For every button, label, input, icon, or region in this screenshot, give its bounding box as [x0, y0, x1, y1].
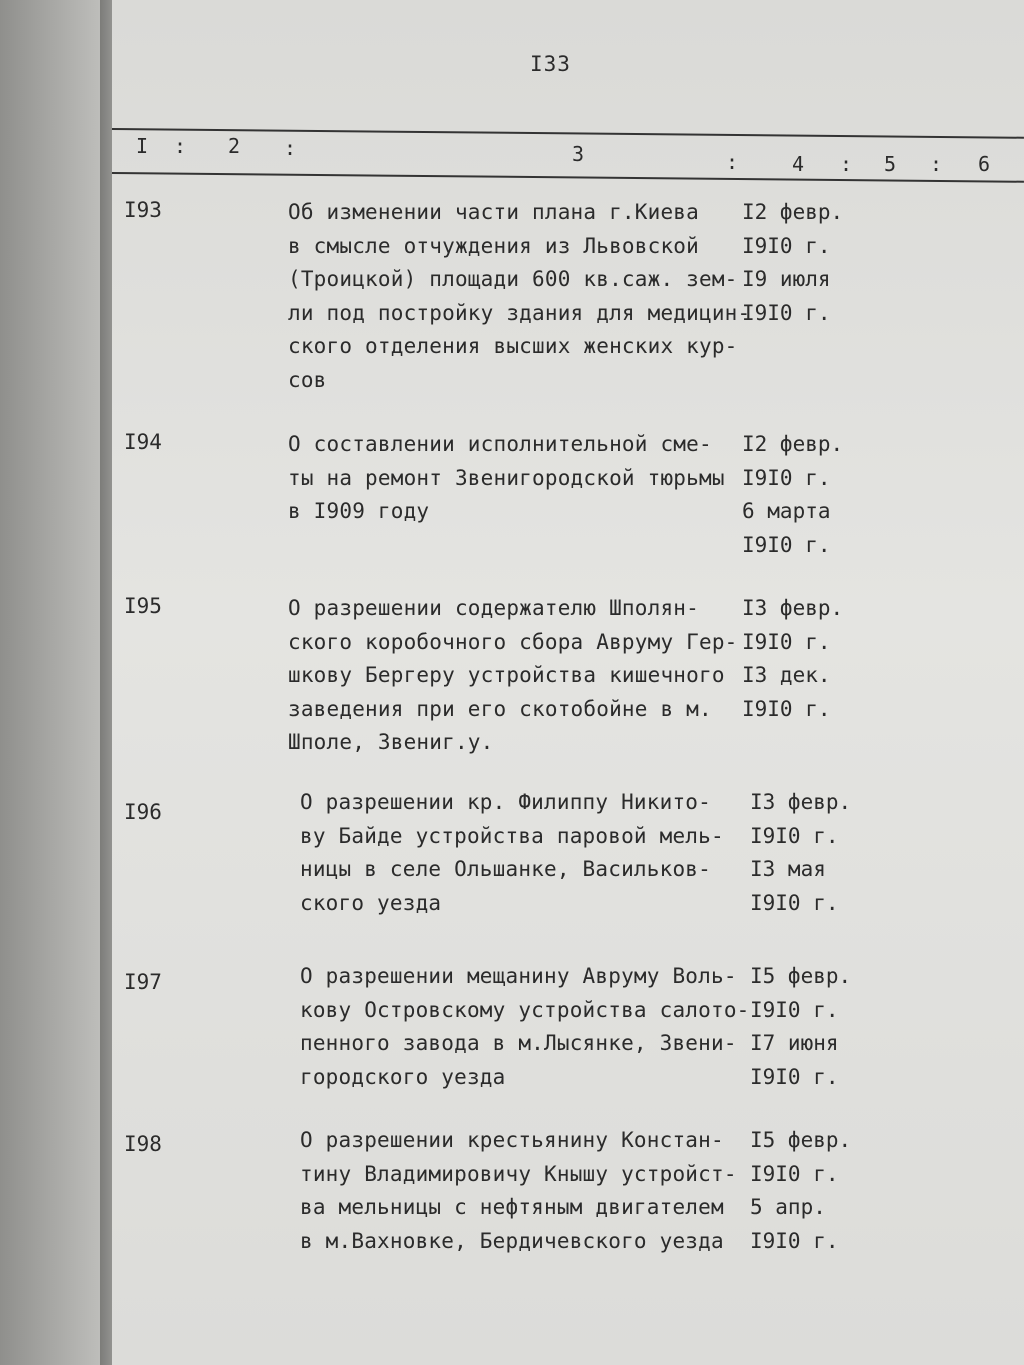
entry-date: I9I0 г. — [750, 890, 839, 915]
entry-date: I9I0 г. — [750, 997, 839, 1022]
entry-dates — [742, 196, 843, 330]
description-line: О разрешении кр. Филиппу Никито- — [300, 790, 711, 814]
entry-date: I2 февр. — [742, 432, 844, 456]
description-line: пенного завода в м.Лысянке, Звени- — [300, 1031, 737, 1056]
entry-date: I7 июня — [750, 1031, 839, 1056]
description-line: городского уезда — [300, 1064, 506, 1089]
entry-date: I9I0 г. — [742, 465, 831, 490]
column-separator: : — [840, 152, 853, 176]
column-label-2: 2 — [228, 134, 241, 158]
column-label-3: 3 — [572, 142, 585, 166]
entry-date: 6 марта — [742, 499, 831, 524]
description-line: Шполе, Звениг.у. — [288, 730, 494, 755]
entry-dates — [750, 1124, 851, 1258]
description-line: заведения при его скотобойне в м. — [288, 696, 712, 721]
description-line: ва мельницы с нефтяным двигателем — [300, 1195, 724, 1220]
entry-date: I3 дек. — [742, 663, 831, 688]
description-line: (Троицкой) площади 600 кв.саж. зем- — [288, 267, 738, 292]
entry-date: I9I0 г. — [742, 696, 831, 721]
entry-number: I96 — [124, 800, 162, 824]
entry-date: I9 июля — [742, 267, 831, 292]
description-line: в м.Вахновке, Бердичевского уезда — [300, 1228, 724, 1253]
entry-description — [288, 196, 750, 398]
entry-date: I3 мая — [750, 857, 826, 882]
entry-date: 5 апр. — [750, 1195, 826, 1220]
entry-date: I9I0 г. — [742, 233, 831, 258]
entry-description — [300, 786, 724, 920]
column-label-1: I — [136, 134, 149, 158]
description-line: ву Байде устройства паровой мель- — [300, 823, 724, 848]
document-page — [112, 0, 1024, 1365]
entry-date: I9I0 г. — [750, 823, 839, 848]
entry-dates — [742, 428, 843, 562]
entry-date: I5 февр. — [750, 964, 852, 988]
description-line: ницы в селе Ольшанке, Васильков- — [300, 857, 711, 882]
description-line: в смысле отчуждения из Львовской — [288, 233, 699, 258]
entry-number: I95 — [124, 594, 162, 618]
entry-number: I98 — [124, 1132, 162, 1156]
column-label-6: 6 — [978, 152, 991, 176]
entry-description — [288, 428, 725, 529]
entry-number: I94 — [124, 430, 162, 454]
entry-date: I9I0 г. — [750, 1228, 839, 1253]
column-separator: : — [174, 134, 187, 158]
entry-date: I5 февр. — [750, 1128, 852, 1152]
description-line: тину Владимировичу Кнышу устройст- — [300, 1161, 737, 1186]
description-line: ли под постройку здания для медицин- — [288, 300, 751, 325]
entry-date: I9I0 г. — [742, 629, 831, 654]
description-line: О разрешении содержателю Шполян- — [288, 596, 699, 620]
adjacent-page-edge — [0, 0, 110, 1365]
page-number: I33 — [530, 52, 571, 76]
description-line: в I909 году — [288, 499, 430, 524]
column-separator: : — [726, 150, 739, 174]
description-line: сов — [288, 367, 327, 392]
entry-date: I9I0 г. — [742, 300, 831, 325]
entry-dates — [750, 786, 851, 920]
entry-description — [288, 592, 738, 760]
entry-date: I9I0 г. — [742, 532, 831, 557]
entry-dates — [742, 592, 843, 726]
description-line: Об изменении части плана г.Киева — [288, 200, 699, 224]
entry-date: I3 февр. — [742, 596, 844, 620]
entry-dates — [750, 960, 851, 1094]
description-line: ского отделения высших женских кур- — [288, 334, 738, 359]
entry-number: I97 — [124, 970, 162, 994]
column-label-5: 5 — [884, 152, 897, 176]
entry-description — [300, 1124, 737, 1258]
description-line: кову Островскому устройства салото- — [300, 997, 750, 1022]
entry-date: I9I0 г. — [750, 1064, 839, 1089]
entry-date: I2 февр. — [742, 200, 844, 224]
column-separator: : — [284, 136, 297, 160]
description-line: ского уезда — [300, 890, 442, 915]
description-line: шкову Бергеру устройства кишечного — [288, 663, 725, 688]
entry-number: I93 — [124, 198, 162, 222]
column-separator: : — [930, 152, 943, 176]
entry-date: I3 февр. — [750, 790, 852, 814]
description-line: О разрешении крестьянину Констан- — [300, 1128, 724, 1152]
description-line: О составлении исполнительной сме- — [288, 432, 712, 456]
entry-date: I9I0 г. — [750, 1161, 839, 1186]
entry-description — [300, 960, 750, 1094]
description-line: ты на ремонт Звенигородской тюрьмы — [288, 465, 725, 490]
header-top-rule — [112, 128, 1024, 139]
description-line: О разрешении мещанину Авруму Воль- — [300, 964, 737, 988]
column-label-4: 4 — [792, 152, 805, 176]
description-line: ского коробочного сбора Авруму Гер- — [288, 629, 738, 654]
